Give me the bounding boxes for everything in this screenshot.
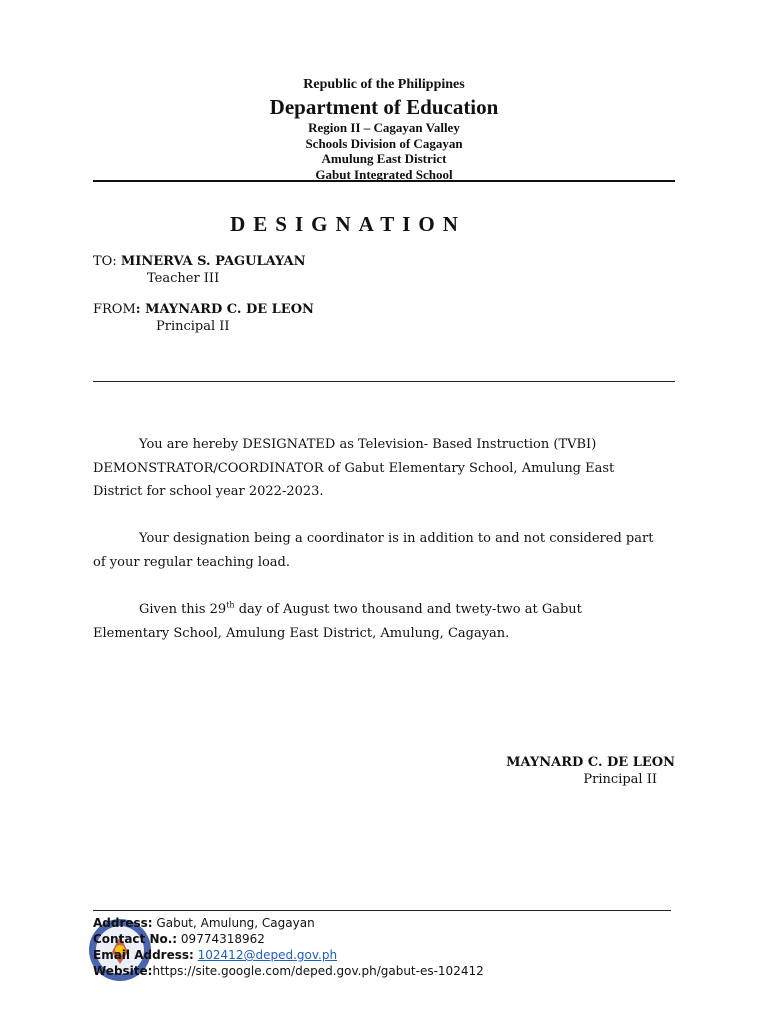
footer-website: Website:https://site.google.com/deped.gov.ph/gabut-es-102412 (93, 964, 484, 978)
to-role: Teacher III (147, 271, 220, 286)
letterhead (93, 76, 675, 182)
footer-contact (93, 915, 484, 979)
paragraph-3 (93, 598, 658, 645)
from-role: Principal II (156, 319, 230, 334)
header-divider (93, 180, 675, 182)
footer-divider (93, 910, 671, 911)
to-name: MINERVA S. PAGULAYAN (120, 254, 306, 269)
paragraph-2-text: Your designation being a coordinator is in addition to and not considered part of your regular teaching load. (93, 531, 654, 570)
school-line: Gabut Integrated School (315, 166, 453, 182)
signatory-name: MAYNARD C. DE LEON (506, 755, 675, 770)
email-link[interactable]: 102412@deped.gov.ph (197, 948, 338, 962)
footer-email: Email Address: 102412@deped.gov.ph (93, 948, 338, 962)
footer-contact-no: Contact No.: 09774318962 (93, 932, 265, 946)
republic-line: Republic of the Philippines (303, 77, 465, 92)
paragraph-1-text: You are hereby DESIGNATED as Television- Based Instruction (TVBI) DEMONSTRATOR/COORDINATOR of Gabut Elementary School, Amulung East District for school year 2022-2023. (93, 437, 615, 499)
footer-address: Address: Gabut, Amulung, Cagayan (93, 916, 315, 930)
memo-to (93, 253, 305, 287)
from-label: FROM (93, 302, 136, 317)
signature-block (480, 754, 675, 788)
memo-divider (93, 381, 675, 382)
memo-from (93, 301, 314, 335)
signatory-role: Principal II (583, 772, 657, 787)
paragraph-2 (93, 527, 658, 574)
department-name: Department of Education (269, 95, 499, 119)
from-name: : MAYNARD C. DE LEON (135, 302, 314, 317)
district-line: Amulung East District (321, 151, 447, 166)
to-label: TO: (93, 254, 121, 269)
paragraph-3-part-b: day of August two thousand and twety-two at Gabut Elementary School, Amulung East District, Amulung, Cagayan. (93, 602, 582, 641)
paragraph-3-text (93, 598, 658, 645)
region-line: Region II – Cagayan Valley (308, 120, 460, 135)
website-text: https://site.google.com/deped.gov.ph/gabut-es-102412 (152, 964, 484, 978)
document-title: DESIGNATION (230, 212, 466, 236)
ordinal-suffix: th (226, 600, 235, 610)
paragraph-3-part-a: Given this 29 (139, 602, 227, 617)
division-line: Schools Division of Cagayan (305, 135, 463, 151)
paragraph-1 (93, 433, 658, 504)
